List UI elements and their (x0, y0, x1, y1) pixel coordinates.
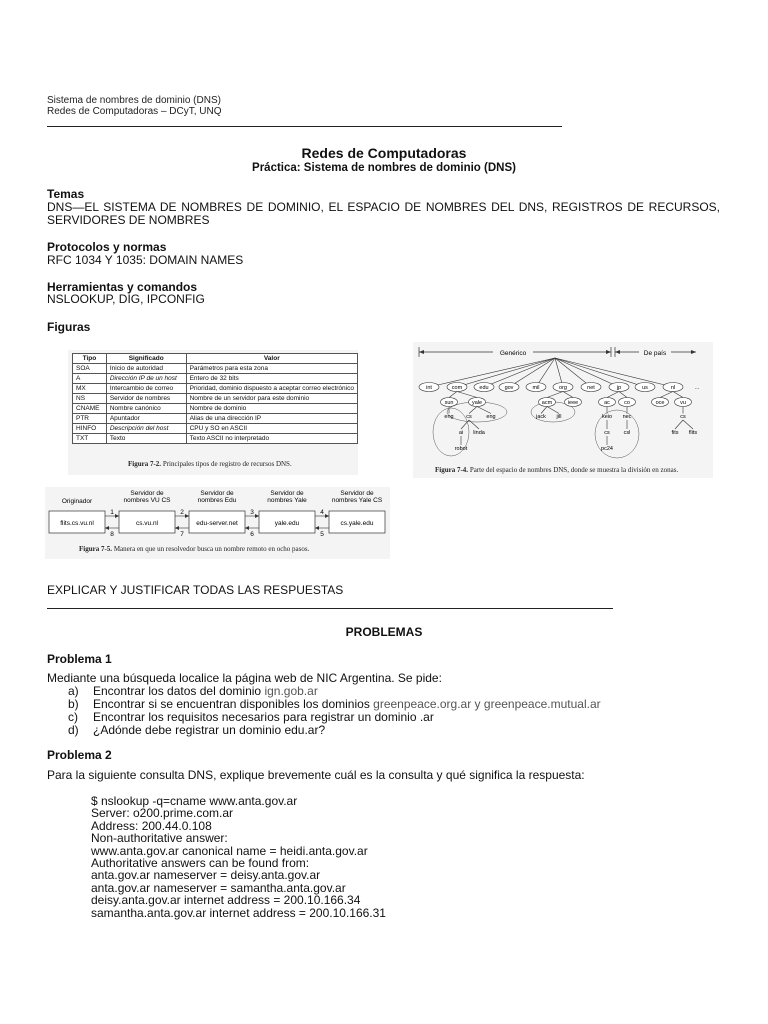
tld-nl-label: nl (670, 385, 676, 392)
cell-significado: Nombre canónico (106, 404, 186, 414)
header-doc-title: Sistema de nombres de dominio (DNS) (47, 95, 221, 106)
nslookup-output-line: $ nslookup -q=cname www.anta.gov.ar (91, 794, 298, 808)
cell-valor: Nombre de dominio (186, 404, 357, 414)
arrow-right-icon (606, 350, 611, 354)
tree-edge (683, 420, 693, 429)
tree-edge (563, 392, 573, 398)
protocolos-text: RFC 1034 Y 1035: DOMAIN NAMES (47, 253, 244, 267)
item-letter: a) (68, 684, 79, 698)
header-rule (47, 126, 562, 127)
nslookup-output-line: deisy.anta.gov.ar internet address = 200.10.166.34 (91, 893, 361, 908)
table-row (73, 394, 358, 404)
cell-tipo: PTR (73, 414, 107, 424)
node-robot: robot (454, 446, 468, 452)
table-header-valor: Valor (186, 354, 357, 364)
figuras-heading: Figuras (47, 320, 91, 334)
resolver-label: nombres Yale (267, 497, 307, 504)
cell-tipo: HINFO (73, 424, 107, 434)
table-row (73, 434, 358, 444)
table-row (73, 364, 358, 374)
tree-edge (449, 392, 457, 398)
cell-tipo: NS (73, 394, 107, 404)
caption-text: Parte del espacio de nombres DNS, donde se muestra la división en zonas. (469, 466, 679, 474)
cell-tipo: CNAME (73, 404, 107, 414)
resolver-label: Servidor de (200, 490, 234, 497)
tree-edge (541, 407, 547, 414)
caption-text: Manera en que un resolvedor busca un nombre remoto en ocho pasos. (113, 545, 310, 553)
generic-label: Genérico (499, 350, 527, 357)
nslookup-output-line: Authoritative answers can be found from: (91, 856, 310, 870)
tree-edge (469, 420, 479, 429)
node-eng: eng (486, 414, 496, 420)
tld-edu-label: edu (479, 385, 489, 392)
caption-label: Figura 7-2. (128, 460, 162, 468)
cell-significado: Texto (106, 434, 186, 444)
node-cs: cs (604, 430, 610, 436)
cell-significado: Servidor de nombres (106, 394, 186, 404)
tree-edge (547, 392, 563, 398)
arrowhead-icon (245, 526, 249, 530)
resolver-host: yale.edu (274, 520, 300, 527)
figure-7-5-caption (79, 545, 309, 553)
node-csl: csl (623, 430, 631, 436)
cell-tipo: SOA (73, 364, 107, 374)
node-pc24: pc24 (601, 446, 613, 452)
table-row (73, 374, 358, 384)
table-row (73, 424, 358, 434)
rr-types-table (72, 353, 358, 444)
arrowhead-icon (255, 514, 259, 518)
cell-valor: Nombre de un servidor para este dominio (186, 394, 357, 404)
tld-us-label: us (642, 385, 648, 392)
table-row (73, 414, 358, 424)
arrowhead-icon (105, 526, 109, 530)
tld-org-label: org (559, 385, 567, 392)
node-nec: nec (622, 414, 632, 420)
sld-sun-label: sun (444, 400, 454, 407)
cell-valor: Entero de 32 bits (186, 374, 357, 384)
item-text: ¿Adónde debe registrar un dominio edu.ar? (93, 723, 326, 737)
cell-significado: Inicio de autoridad (106, 364, 186, 374)
arrowhead-icon (175, 526, 179, 530)
problema2-intro: Para la siguiente consulta DNS, explique brevemente cuál es la consulta y qué significa la respuesta: (47, 768, 585, 782)
tld-com-label: com (451, 385, 463, 392)
problema2-heading: Problema 2 (47, 748, 112, 762)
tree-edge (547, 407, 559, 414)
problema1-heading: Problema 1 (47, 652, 112, 666)
figure-7-4 (413, 342, 713, 478)
step-number: 6 (250, 531, 254, 538)
resolver-host: cs.vu.nl (135, 520, 159, 527)
node-keio: keio (601, 414, 613, 420)
sld-yale-label: yale (471, 400, 483, 407)
tree-edge (607, 392, 619, 398)
resolver-label: nombres Yale CS (331, 497, 383, 504)
resolver-host: edu-server.net (196, 520, 238, 527)
node-jill: jill (556, 414, 562, 420)
cell-significado: Dirección IP de un host (106, 374, 186, 384)
step-number: 7 (180, 531, 184, 538)
page-title: Redes de Computadoras (301, 145, 467, 161)
step-number: 1 (110, 509, 114, 516)
cell-valor: Texto ASCII no interpretado (186, 434, 357, 444)
cell-significado: Apuntador (106, 414, 186, 424)
item-text: Encontrar los datos del dominio (93, 684, 265, 698)
step-number: 8 (110, 531, 114, 538)
tree-edge (469, 407, 477, 414)
cell-tipo: MX (73, 384, 107, 394)
sld-co-label: co (624, 400, 630, 407)
nslookup-output-line: Non-authoritative answer: (91, 831, 228, 846)
country-label: De país (643, 350, 667, 357)
cell-significado: Intercambio de correo (106, 384, 186, 394)
tree-edge (477, 407, 491, 414)
table-body (73, 364, 358, 444)
table-header-row (73, 354, 358, 364)
arrow-left-icon (419, 350, 424, 354)
resolver-label: nombres VU CS (123, 497, 171, 504)
resolver-label: Originador (61, 498, 93, 505)
step-number: 2 (180, 509, 184, 516)
nslookup-output-line: anta.gov.ar nameserver = samantha.anta.gov.ar (91, 880, 346, 895)
node-linda: linda (473, 430, 485, 436)
arrowhead-icon (185, 514, 189, 518)
nslookup-output-line: Server: o200.prime.com.ar (91, 806, 234, 821)
sld-acm-label: acm (541, 400, 553, 407)
node-cs: cs (680, 414, 686, 420)
tld-net-label: net (587, 385, 595, 392)
arrowhead-icon (315, 526, 319, 530)
node-eng: eng (444, 414, 454, 420)
figure-7-2 (68, 350, 358, 475)
cell-tipo: A (73, 374, 107, 384)
tree-edge (673, 392, 683, 398)
resolver-label: Servidor de (270, 490, 304, 497)
tree-edge (457, 392, 477, 398)
cell-valor: CPU y SO en ASCII (186, 424, 357, 434)
header-course: Redes de Computadoras – DCyT, UNQ (47, 106, 222, 117)
tld-gov-label: gov (504, 385, 514, 392)
arrowhead-icon (115, 514, 119, 518)
step-number: 3 (250, 509, 254, 516)
tld-ellipsis: ... (694, 385, 700, 391)
sld-oce-label: oce (655, 400, 665, 407)
tree-edge (484, 358, 555, 387)
table-header-significado: Significado (106, 354, 186, 364)
tree-edge (660, 392, 673, 398)
herramientas-text: NSLOOKUP, DIG, IPCONFIG (47, 292, 205, 306)
nslookup-output-line: www.anta.gov.ar canonical name = heidi.anta.gov.ar (91, 843, 368, 858)
temas-text: DNS—EL SISTEMA DE NOMBRES DE DOMINIO, EL ESPACIO DE NOMBRES DEL DNS, REGISTROS DE RECURSOS, SERVIDORES DE NOMBRES (47, 200, 720, 227)
cell-valor: Alias de una dirección IP (186, 414, 357, 424)
resolver-label: nombres Edu (197, 497, 237, 504)
problema1-intro: Mediante una búsqueda localice la página web de NIC Argentina. Se pide: (47, 671, 442, 685)
caption-label: Figura 7-4. (435, 466, 469, 474)
cell-valor: Parámetros para esta zona (186, 364, 357, 374)
page-subtitle: Práctica: Sistema de nombres de dominio (DNS) (252, 162, 516, 174)
cell-valor: Prioridad, dominio dispuesto a aceptar correo electrónico (186, 384, 357, 394)
node-jack: jack (536, 414, 546, 420)
problemas-heading: PROBLEMAS (345, 625, 423, 639)
step-number: 5 (320, 531, 324, 538)
item-letter: c) (68, 710, 78, 724)
sld-vu-label: vu (680, 400, 686, 407)
sld-ac-label: ac (604, 400, 610, 407)
tree-edge (619, 392, 627, 398)
caption-label: Figura 7-5. (79, 545, 113, 553)
cell-significado: Descripción del host (106, 424, 186, 434)
herramientas-heading: Herramientas y comandos (47, 280, 198, 294)
nslookup-output-line: anta.gov.ar nameserver = deisy.anta.gov.ar (91, 868, 321, 883)
domain-link[interactable]: ign.gob.ar (264, 684, 318, 698)
item-text: Encontrar los requisitos necesarios para registrar un dominio .ar (93, 710, 434, 724)
item-letter: b) (68, 697, 79, 711)
resolver-label: Servidor de (340, 490, 374, 497)
arrowhead-icon (325, 514, 329, 518)
figure-7-2-caption (128, 460, 292, 468)
node-flits: flits (688, 430, 698, 436)
node-cs: cs (466, 414, 472, 420)
cell-tipo: TXT (73, 434, 107, 444)
caption-text: Principales tipos de registro de recursos DNS. (162, 460, 292, 468)
nslookup-output-line: samantha.anta.gov.ar internet address = 200.10.166.31 (91, 905, 386, 920)
step-number: 4 (320, 509, 324, 516)
table-row (73, 404, 358, 414)
tld-mil-label: mil (532, 385, 540, 392)
figure-7-4-caption (435, 466, 678, 474)
item-letter: d) (68, 723, 79, 737)
figure-7-5 (45, 487, 390, 559)
problema1-item (68, 724, 325, 737)
node-fits: fits (671, 430, 679, 436)
table-row (73, 384, 358, 394)
item-text: Encontrar si se encuentran disponibles los dominios (93, 697, 374, 711)
tld-jp-label: jp (616, 385, 622, 392)
domain-link[interactable]: greenpeace.org.ar y greenpeace.mutual.ar (373, 697, 601, 711)
temas-heading: Temas (47, 187, 85, 201)
protocolos-heading: Protocolos y normas (47, 240, 167, 254)
sld-ieee-label: ieee (567, 400, 579, 407)
node-ai: ai (458, 430, 464, 436)
tree-edge (555, 358, 645, 387)
resolver-host: cs.yale.edu (340, 520, 374, 527)
section-rule (47, 608, 613, 609)
tree-edge (675, 420, 683, 429)
resolver-label: Servidor de (130, 490, 164, 497)
resolver-host: flits.cs.vu.nl (60, 520, 94, 527)
explicar-text: EXPLICAR Y JUSTIFICAR TODAS LAS RESPUESTAS (47, 583, 344, 597)
tld-int-label: int (426, 385, 432, 392)
table-header-tipo: Tipo (73, 354, 107, 364)
dns-tree-diagram (413, 342, 713, 478)
nslookup-output-line: Address: 200.44.0.108 (91, 818, 212, 833)
